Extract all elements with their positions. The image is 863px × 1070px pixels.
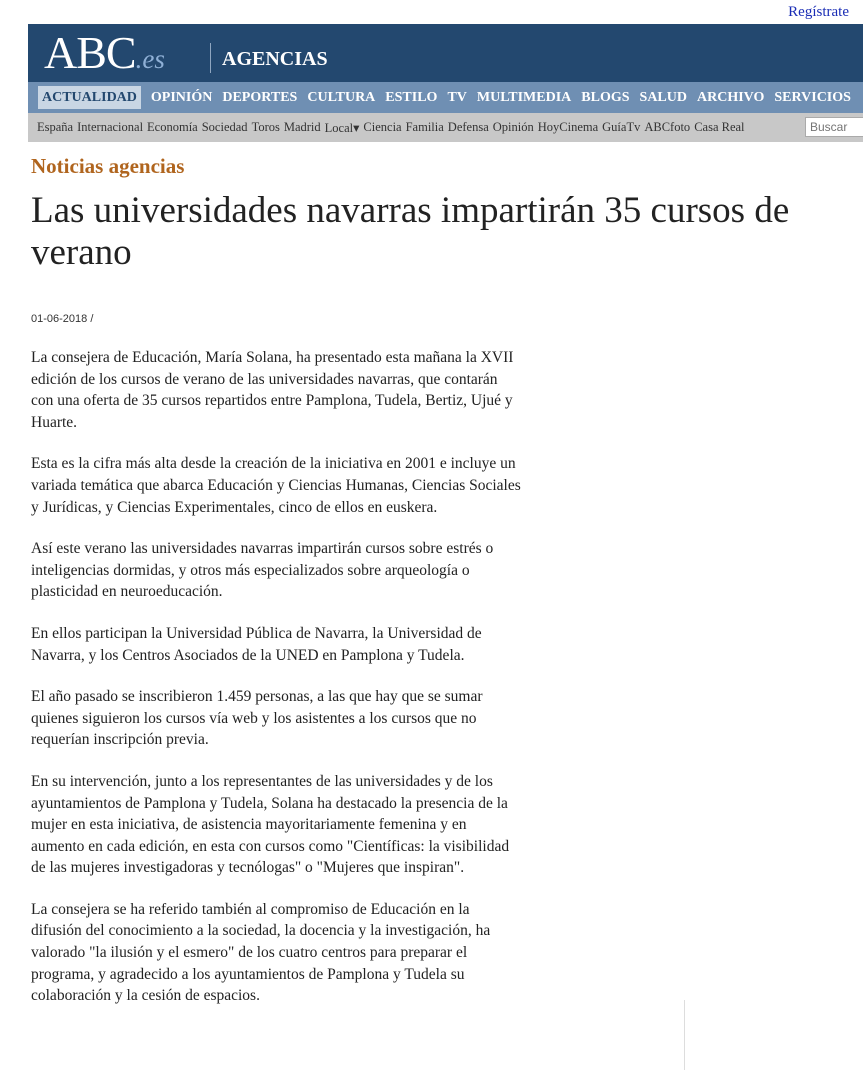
article-date: 01-06-2018 /: [31, 313, 94, 325]
subnav-item-abcfoto[interactable]: ABCfoto: [644, 120, 691, 134]
subnav-item-internacional[interactable]: Internacional: [77, 120, 144, 134]
article-paragraph: En ellos participan la Universidad Pública de Navarra, la Universidad de Navarra, y los Centros Asociados de la UNED en Pamplona y Tudela.: [31, 624, 482, 664]
sub-nav: [28, 113, 863, 142]
nav-item-salud[interactable]: SALUD: [639, 89, 687, 105]
nav-item-deportes[interactable]: DEPORTES: [222, 89, 298, 105]
subnav-item-local[interactable]: Local▾: [324, 120, 360, 135]
subnav-item-opinion[interactable]: Opinión: [492, 120, 534, 134]
nav-item-opinion[interactable]: OPINIÓN: [150, 89, 213, 105]
subnav-item-familia[interactable]: Familia: [405, 120, 444, 134]
nav-item-multimedia[interactable]: MULTIMEDIA: [476, 89, 572, 105]
site-header: [28, 24, 863, 82]
article-paragraph: Esta es la cifra más alta desde la creación de la iniciativa en 2001 e incluye un variada temática que abarca Educación y Ciencias Humanas, Ciencias Sociales y Jurídicas, y Ciencias Experimentales, cinco de ellos en euskera.: [31, 455, 521, 516]
register-link[interactable]: Regístrate: [788, 4, 849, 20]
section-title[interactable]: AGENCIAS: [222, 48, 328, 70]
article-paragraph: La consejera de Educación, María Solana, ha presentado esta mañana la XVII edición de los cursos de verano de las universidades navarras, que contarán con una oferta de 35 cursos repartidos entre Pamplona, Tudela, Bertiz, Ujué y Huarte.: [31, 349, 514, 431]
article-section[interactable]: Noticias agencias: [31, 154, 185, 178]
main-nav: [28, 82, 863, 113]
nav-item-actualidad[interactable]: ACTUALIDAD: [38, 86, 141, 109]
subnav-item-ciencia[interactable]: Ciencia: [363, 120, 402, 134]
nav-item-blogs[interactable]: BLOGS: [581, 89, 630, 105]
article-paragraph: Así este verano las universidades navarras impartirán cursos sobre estrés o inteligencias dormidas, y otros más especializados sobre arqueología o plasticidad en neuroeducación.: [31, 540, 494, 601]
header-divider: [210, 43, 211, 73]
nav-item-tv[interactable]: TV: [447, 89, 467, 105]
logo-main: ABC: [44, 27, 136, 78]
article-title: Las universidades navarras impartirán 35 cursos de verano: [31, 190, 790, 273]
logo-suffix: .es: [135, 44, 165, 74]
article-paragraph: La consejera se ha referido también al compromiso de Educación en la difusión del conocimiento a la sociedad, la docencia y la investigación, ha valorado "la ilusión y el esmero" de los cuatro centros para preparar el programa, y agradecido a los ayuntamientos de Pamplona y Tudela su colaboración y la cesión de espacios.: [31, 900, 491, 1005]
subnav-item-guiatv[interactable]: GuíaTv: [602, 120, 641, 134]
nav-item-estilo[interactable]: ESTILO: [385, 89, 438, 105]
subnav-item-espana[interactable]: España: [37, 120, 74, 134]
nav-item-archivo[interactable]: ARCHIVO: [697, 89, 765, 105]
subnav-item-economia[interactable]: Economía: [147, 120, 198, 134]
subnav-item-toros[interactable]: Toros: [251, 120, 280, 134]
abc-logo[interactable]: [44, 27, 165, 82]
nav-item-cultura[interactable]: CULTURA: [307, 89, 376, 105]
nav-item-servicios[interactable]: SERVICIOS: [774, 89, 851, 105]
article-body: [31, 347, 521, 1027]
subnav-item-hoycinema[interactable]: HoyCinema: [537, 120, 599, 134]
subnav-item-defensa[interactable]: Defensa: [447, 120, 489, 134]
subnav-item-madrid[interactable]: Madrid: [283, 120, 321, 134]
article-paragraph: En su intervención, junto a los representantes de las universidades y de los ayuntamientos de Pamplona y Tudela, Solana ha destacado la presencia de la mujer en esta iniciativa, de asistencia mayoritariamente femenina y en aumento en cada edición, en esta con cursos como "Científicas: la visibilidad de las mujeres investigadoras y tecnólogas" o "Mujeres que inspiran".: [31, 772, 510, 877]
column-divider: [684, 1000, 685, 1070]
article-paragraph: El año pasado se inscribieron 1.459 personas, a las que hay que se sumar quienes siguieron los cursos vía web y los asistentes a los cursos que no requerían inscripción previa.: [31, 688, 483, 749]
search-input[interactable]: [805, 117, 863, 137]
subnav-item-sociedad[interactable]: Sociedad: [201, 120, 248, 134]
subnav-item-casa-real[interactable]: Casa Real: [694, 120, 745, 134]
